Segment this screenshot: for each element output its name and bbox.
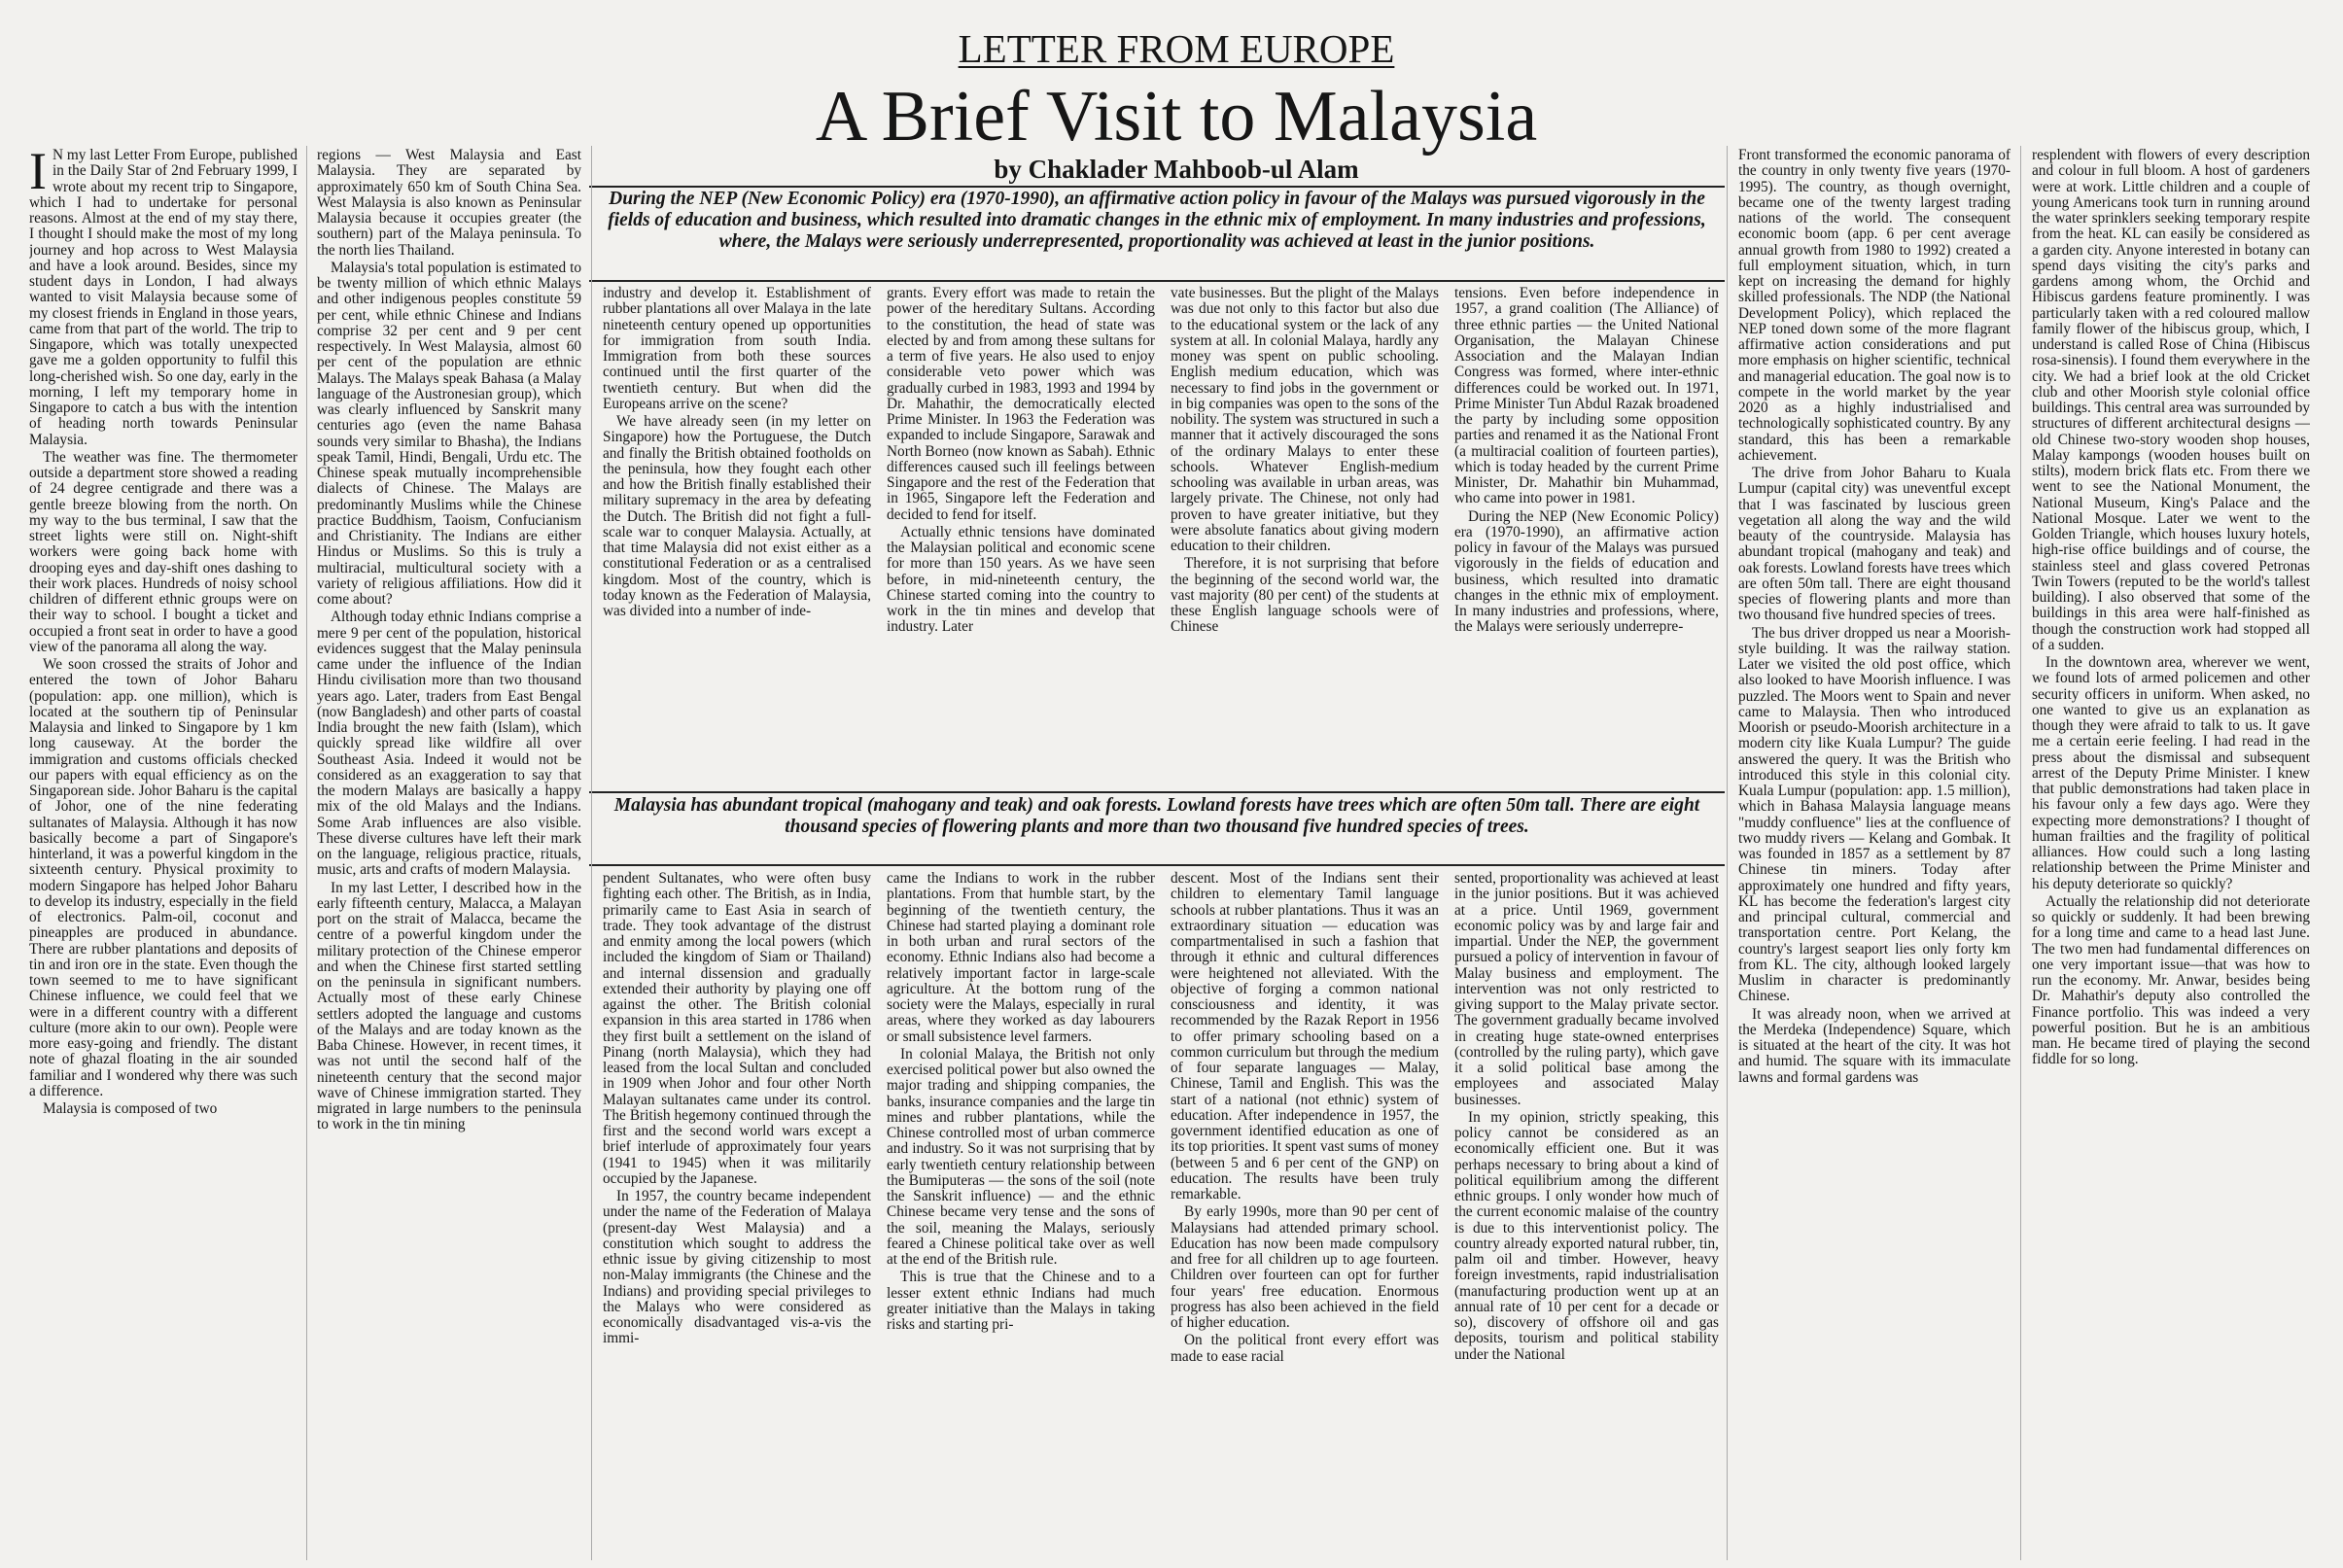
column-divider: [306, 146, 307, 1560]
pullquote-top: During the NEP (New Economic Policy) era (1970-1990), an affirmative action policy in favour of the Malays was pursued vigorously in the fields of education and business, which resulted into dramatic changes in the ethnic mix of employment. In many industries and professions, where, the Malays were seriously underrepresented, proportionality was achieved at least in the junior positions.: [608, 189, 1706, 252]
paragraph: industry and develop it. Establishment of rubber plantations all over Malaya in the late nineteenth century opened up opportunities for immigration from south India. Immigration from both these sources continued until the first quarter of the twentieth century. But when did the Europeans arrive on the scene?: [603, 286, 871, 412]
paragraph: The weather was fine. The thermometer outside a department store showed a reading of 24 degree centigrade and there was a gentle breeze blowing from the north. On my way to the bus terminal, I saw that the street lights were still on. Night-shift workers were going back home with drooping eyes and day-shift ones dashing to their work places. Hundreds of noisy school children of different ethnic groups were on their way to school. I bought a ticket and occupied a front seat in order to have a good view of the panorama all along the way.: [29, 448, 297, 655]
article-column-1: [29, 148, 297, 1562]
pullquote-middle-rule-upper: [589, 791, 1725, 793]
article-column-2: [317, 148, 581, 1562]
section-title: LETTER FROM EUROPE: [958, 26, 1395, 71]
drop-cap: I: [29, 148, 47, 200]
pullquote-middle-rule-lower: [589, 864, 1725, 866]
article-column-8: [2032, 148, 2310, 1562]
paragraph: came the Indians to work in the rubber plantations. From that humble start, by the beginning of the twentieth century, the Chinese had started playing a dominant role in both urban and rural sectors of the economy. Ethnic Indians also had become a relatively important factor in large-scale agriculture. At the bottom rung of the society were the Malays, especially in rural areas, where they worked as day labourers or small subsistence level farmers.: [887, 871, 1155, 1045]
paragraph: We soon crossed the straits of Johor and entered the town of Johor Baharu (population: app. one million), which is located at the southern tip of Peninsular Malaysia and linked to Singapore by 1 km long causeway. At the border the immigration and customs officials checked our papers with equal efficiency as on the Singaporean side. Johor Baharu is the capital of Johor, one of the nine federating sultanates of Malaysia. Although it has now basically become a part of Singapore's hinterland, it was a powerful kingdom in the sixteenth century. Physical proximity to modern Singapore has helped Johor Baharu to develop its industry, especially in the field of electronics. Palm-oil, coconut and pineapples are produced in abundance. There are rubber plantations and deposits of tin and iron ore in the state. Even though the town seemed to me to have significant Chinese influence, we could feel that we were in a different country with a different culture (more akin to our own). People were more easy-going and friendly. The distant note of ghazal floating in the air sounded familiar and I wondered why there was such a difference.: [29, 656, 297, 1099]
paragraph: grants. Every effort was made to retain the power of the hereditary Sultans. According to the constitution, the head of state was elected by and from among these sultans for a term of five years. He also used to enjoy considerable veto power which was gradually curbed in 1983, 1993 and 1994 by Dr. Mahathir, the democratically elected Prime Minister. In 1963 the Federation was expanded to include Singapore, Sarawak and North Borneo (now known as Sabah). Ethnic differences caused such ill feelings between Singapore and the rest of the Federation that in 1965, Singapore left the Federation and decided to fend for itself.: [887, 286, 1155, 523]
article-column-5-upper: [1171, 286, 1439, 787]
paragraph: The bus driver dropped us near a Moorish-style building. It was the railway station. Later we visited the old post office, which also looked to have Moorish influence. I was puzzled. The Moors went to Spain and never came to Malaysia. Then who introduced Moorish or pseudo-Moorish architecture in a modern city like Kuala Lumpur? The guide answered the query. It was the British who introduced this style in this colonial city. Kuala Lumpur (population: app. 1.5 million), which in Bahasa Malaysia language means "muddy confluence" lies at the confluence of two muddy rivers — Kelang and Gombak. It was founded in 1857 as a settlement by 87 Chinese tin miners. Today after approximately one hundred and fifty years, KL has become the federation's largest city and principal cultural, commercial and transportation centre. Port Kelang, the country's largest seaport lies only forty km from KL. The city, although looked largely Muslim in character is predominantly Chinese.: [1738, 624, 2011, 1005]
paragraph: The drive from Johor Baharu to Kuala Lumpur (capital city) was uneventful except that I was fascinated by luscious green vegetation all along the way and the wild beauty of the countryside. Malaysia has abundant tropical (mahogany and teak) and oak forests. Lowland forests have trees which are often 50m tall. There are eight thousand species of flowering plants and more than two thousand five hundred species of trees.: [1738, 465, 2011, 624]
paragraph: Therefore, it is not surprising that before the beginning of the second world war, the vast majority (80 per cent) of the students at these English language schools were of Chinese: [1171, 555, 1439, 636]
paragraph: pendent Sultanates, who were often busy fighting each other. The British, as in India, primarily came to East Asia in search of trade. They took advantage of the distrust and enmity among the local powers (which included the kingdom of Siam or Thailand) and internal dissension and gradually extended their authority by playing one off against the other. The British colonial expansion in this area started in 1786 when they first built a settlement on the island of Pinang (north Malaysia), which they had leased from the local Sultan and concluded in 1909 when Johor and four other North Malayan sultanates came under its control. The British hegemony continued through the first and the second world wars except a brief interlude of approximately four years (1941 to 1945) when it was militarily occupied by the Japanese.: [603, 871, 871, 1187]
pullquote-top-rule-upper: [589, 186, 1725, 188]
article-column-7: [1738, 148, 2011, 1562]
paragraph: Although today ethnic Indians comprise a mere 9 per cent of the population, historical evidences suggest that the Malay peninsula came under the influence of the Indian Hindu civilisation more than two thousand years ago. Later, traders from East Bengal (now Bangladesh) and other parts of coastal India brought the new faith (Islam), which quickly spread like wildfire all over Southeast Asia. Indeed it would not be considered as an exaggeration to say that the modern Malays are basically a happy mix of the old Malays and the Indians. Some Arab influences are also visible. These diverse cultures have left their mark on the language, religious practice, rituals, music, arts and crafts of modern Malaysia.: [317, 609, 581, 879]
paragraph: vate businesses. But the plight of the Malays was due not only to this factor but also due to the educational system or the lack of any system at all. In colonial Malaya, hardly any money was spent on public schooling. English medium education, which was necessary to find jobs in the government or in big companies was open to the sons of the nobility. The system was structured in such a manner that it actively discouraged the sons of the ordinary Malays to enter these schools. Whatever English-medium schooling was available in urban areas, was largely private. The Chinese, not only had proven to have greater initiative, but they were absolute fanatics about giving modern education to their children.: [1171, 286, 1439, 554]
paragraph: In my last Letter, I described how in the early fifteenth century, Malacca, a Malayan port on the strait of Malacca, became the centre of a powerful kingdom under the military protection of the Chinese emperor and when the Chinese first started settling on the peninsula in significant numbers. Actually most of these early Chinese settlers adopted the language and customs of the Malays and are today known as the Baba Chinese. However, in recent times, it was not until the second half of the nineteenth century that the second major wave of Chinese immigration started. They migrated in large numbers to the peninsula to work in the tin mining: [317, 879, 581, 1133]
pullquote-middle: Malaysia has abundant tropical (mahogany and teak) and oak forests. Lowland forests have trees which are often 50m tall. There are eight thousand species of flowering plants and more than two thousand five hundred species of trees.: [613, 795, 1700, 837]
paragraph: Malaysia's total population is estimated to be twenty million of which ethnic Malays and other indigenous peoples constitute 59 per cent, while ethnic Chinese and Indians comprise 32 per cent and 9 per cent respectively. In West Malaysia, almost 60 per cent of the population are ethnic Malays. The Malays speak Bahasa (a Malay language of the Austronesian group), which was clearly influenced by Sanskrit many centuries ago (even the name Bahasa sounds very similar to Bhasha), the Indians speak Tamil, Hindi, Bengali, Urdu etc. The Chinese speak mutually incomprehensible dialects of Chinese. The Malays are predominantly Muslims while the Chinese practice Buddhism, Taoism, Confucianism and Christianity. The Indians are either Hindus or Muslims. So this is truly a multiracial, multicultural society with a variety of religious affiliations. How did it come about?: [317, 259, 581, 608]
paragraph: descent. Most of the Indians sent their children to elementary Tamil language schools at rubber plantations. Thus it was an extraordinary situation — education was compartmentalised in such a fashion that through it ethnic and cultural differences were heightened not alleviated. With the objective of forging a common national consciousness and identity, it was recommended by the Razak Report in 1956 to offer primary schooling based on a common curriculum but through the medium of four separate languages — Malay, Chinese, Tamil and English. This was the start of a national (not ethnic) system of education. After independence in 1957, the government identified education as one of its top priorities. It spent vast sums of money (between 5 and 6 per cent of the GNP) on education. The results have been truly remarkable.: [1171, 871, 1439, 1202]
column-divider: [1727, 146, 1728, 1560]
paragraph: In 1957, the country became independent under the name of the Federation of Malaya (present-day West Malaysia) and a constitution which sought to address the ethnic issue by giving citizenship to most non-Malay immigrants (the Chinese and the Indians) and providing special privileges to the Malays who were considered as economically disadvantaged vis-a-vis the immi-: [603, 1188, 871, 1347]
column-divider: [591, 146, 592, 1560]
article-column-5-lower: [1171, 871, 1439, 1562]
paragraph: On the political front every effort was made to ease racial: [1171, 1332, 1439, 1365]
paragraph: In colonial Malaya, the British not only exercised political power but also owned the major trading and shipping companies, the banks, insurance companies and the large tin mines and rubber plantations, while the Chinese controlled most of urban commerce and industry. So it was not surprising that by early twentieth century relationship between the Bumiputeras — the sons of the soil (note the Sanskrit influence) — and the ethnic Chinese became very tense and the sons of the soil, meaning the Malays, seriously feared a Chinese political take over as well at the end of the British rule.: [887, 1045, 1155, 1268]
paragraph: By early 1990s, more than 90 per cent of Malaysians had attended primary school. Education has now been made compulsory and free for all children up to age fourteen. Children over fourteen can opt for further four years' free education. Enormous progress has also been achieved in the field of higher education.: [1171, 1203, 1439, 1331]
article-column-6-upper: [1454, 286, 1719, 787]
article-column-6-lower: [1454, 871, 1719, 1562]
paragraph: Actually ethnic tensions have dominated the Malaysian political and economic scene for more than 150 years. As we have seen before, in mid-nineteenth century, the Chinese started coming into the country to work in the tin mines and develop that industry. Later: [887, 523, 1155, 636]
paragraph: tensions. Even before independence in 1957, a grand coalition (The Alliance) of three ethnic parties — the United National Organisation, the Malayan Chinese Association and the Malayan Indian Congress was formed, where inter-ethnic differences could be worked out. In 1971, Prime Minister Tun Abdul Razak broadened the party by including some opposition parties and renamed it as the National Front (a multiracial coalition of fourteen parties), which is today headed by the current Prime Minister, Dr. Mahathir bin Muhammad, who came into power in 1981.: [1454, 286, 1719, 507]
article-column-3-lower: [603, 871, 871, 1562]
article-column-3-upper: [603, 286, 871, 787]
paragraph: sented, proportionality was achieved at least in the junior positions. But it was achieved at a price. Until 1969, government economic policy was by and large fair and impartial. Under the NEP, the government pursued a policy of intervention in favour of Malay business and employment. The intervention was not only restricted to giving support to the Malay private sector. The government gradually became involved in creating huge state-owned enterprises (controlled by the ruling party), which gave it a solid political base among the employees and associated Malay businesses.: [1454, 871, 1719, 1108]
paragraph: Malaysia is composed of two: [43, 1100, 218, 1117]
paragraph: This is true that the Chinese and to a lesser extent ethnic Indians had much greater initiative than the Malays in taking risks and starting pri-: [887, 1269, 1155, 1333]
article-column-4-upper: [887, 286, 1155, 787]
paragraph: In the downtown area, wherever we went, we found lots of armed policemen and other security officers in uniform. When asked, no one wanted to give us an explanation as though they were afraid to talk to us. It gave me a certain eerie feeling. I had read in the press about the dismissal and subsequent arrest of the Deputy Prime Minister. I knew that public demonstrations had taken place in his favour only a few days ago. Were they expecting more demonstrations? I thought of human frailties and the fragility of political alliances. How could such a long lasting relationship between the Prime Minister and his deputy deteriorate so quickly?: [2032, 654, 2310, 892]
paragraph: In my opinion, strictly speaking, this policy cannot be considered as an economically efficient one. But it was perhaps necessary to bring about a kind of political equilibrium among the different ethnic groups. I only wonder how much of the current economic malaise of the country is due to this interventionist policy. The country already exported natural rubber, tin, palm oil and timber. However, heavy foreign investments, rapid industrialisation (manufacturing production went up at an annual rate of 10 per cent for a decade or so), discovery of offshore oil and gas deposits, tourism and political stability under the National: [1454, 1108, 1719, 1363]
paragraph: It was already noon, when we arrived at the Merdeka (Independence) Square, which is situated at the heart of the city. It was hot and humid. The square with its immaculate lawns and formal gardens was: [1738, 1005, 2011, 1086]
paragraph: regions — West Malaysia and East Malaysia. They are separated by approximately 650 km of South China Sea. West Malaysia is also known as Peninsular Malaysia because it occupies greater (the southern) part of the Malaya peninsula. To the north lies Thailand.: [317, 148, 581, 259]
byline: by Chaklader Mahboob-ul Alam: [994, 155, 1359, 184]
paragraph: We have already seen (in my letter on Singapore) how the Portuguese, the Dutch and finally the British obtained footholds on the peninsula, how they fought each other and how the British finally established their military supremacy in the area by defeating the Dutch. The British did not fight a full-scale war to conquer Malaysia. Actually, at that time Malaysia did not exist either as a constitutional Federation or as a centralised kingdom. Most of the country, which is today known as the Federation of Malaysia, was divided into a number of inde-: [603, 413, 871, 619]
paragraph: During the NEP (New Economic Policy) era (1970-1990), an affirmative action policy in favour of the Malays was pursued vigorously in the fields of education and business, which resulted into dramatic changes in the ethnic mix of employment. In many industries and professions, where, the Malays were seriously underrepre-: [1454, 507, 1719, 636]
article-column-4-lower: [887, 871, 1155, 1562]
paragraph: Actually the relationship did not deteriorate so quickly or suddenly. It had been brewing for a long time and came to a head last June. The two men had fundamental differences on one very important issue—that was how to run the economy. Mr. Anwar, besides being Dr. Mahathir's deputy also controlled the Finance portfolio. This was indeed a very powerful position. But he is an ambitious man. He became tired of playing the second fiddle for so long.: [2032, 892, 2310, 1068]
pullquote-top-rule-lower: [589, 280, 1725, 282]
paragraph: resplendent with flowers of every description and colour in full bloom. A host of gardeners were at work. Little children and a couple of young Americans took turn in running around the water sprinklers seeking temporary respite from the heat. KL can easily be considered as a garden city. Anyone interested in botany can spend days visiting the city's parks and gardens among whom, the Orchid and Hibiscus gardens feature prominently. I was particularly taken with a red coloured mallow family flower of the hibiscus group, which, I understand is called Rose of China (Hibiscus rosa-sinensis). I found them everywhere in the city. We had a brief look at the old Cricket club and other Moorish style colonial office buildings. This central area was surrounded by structures of different architectural designs — old Chinese two-story wooden shop houses, Malay kampongs (wooden houses built on stilts), modern brick flats etc. From there we went to see the National Monument, the National Museum, King's Palace and the National Mosque. Later we went to the Golden Triangle, which houses luxury hotels, high-rise office buildings and of course, the stainless steel and glass covered Petronas Twin Towers (reputed to be the world's tallest building). I also observed that some of the buildings in this area were half-finished as though the construction work had stopped all of a sudden.: [2032, 148, 2310, 653]
paragraph: N my last Letter From Europe, published in the Daily Star of 2nd February 1999, I wrote about my recent trip to Singapore, which I had to undertake for personal reasons. Almost at the end of my stay there, I thought I should make the most of my long journey and hop across to West Malaysia and have a look around. Besides, since my student days in London, I had always wanted to visit Malaysia because some of my closest friends in England in those years, came from that part of the world. The trip to Singapore, which was totally unexpected gave me a golden opportunity to fulfil this long-cherished wish. So one day, early in the morning, I left my temporary home in Singapore to catch a bus with the intention of heading north towards Peninsular Malaysia.: [29, 148, 297, 448]
paragraph: Front transformed the economic panorama of the country in only twenty five years (1970-1995). The country, as though overnight, became one of the twenty largest trading nations of the world. The consequent economic boom (app. 6 per cent average annual growth from 1980 to 1992) created a full employment situation, which, in turn kept on increasing the demand for highly skilled professionals. The NDP (the National Development Policy), which replaced the NEP toned down some of the more flagrant affirmative action considerations and put more emphasis on higher scientific, technical and managerial education. The goal now is to compete in the world market by the year 2020 as a highly industrialised and technologically sophisticated country. By any standard, this has been a remarkable achievement.: [1738, 148, 2011, 464]
column-divider: [2020, 146, 2021, 1560]
headline: A Brief Visit to Malaysia: [815, 77, 1538, 157]
